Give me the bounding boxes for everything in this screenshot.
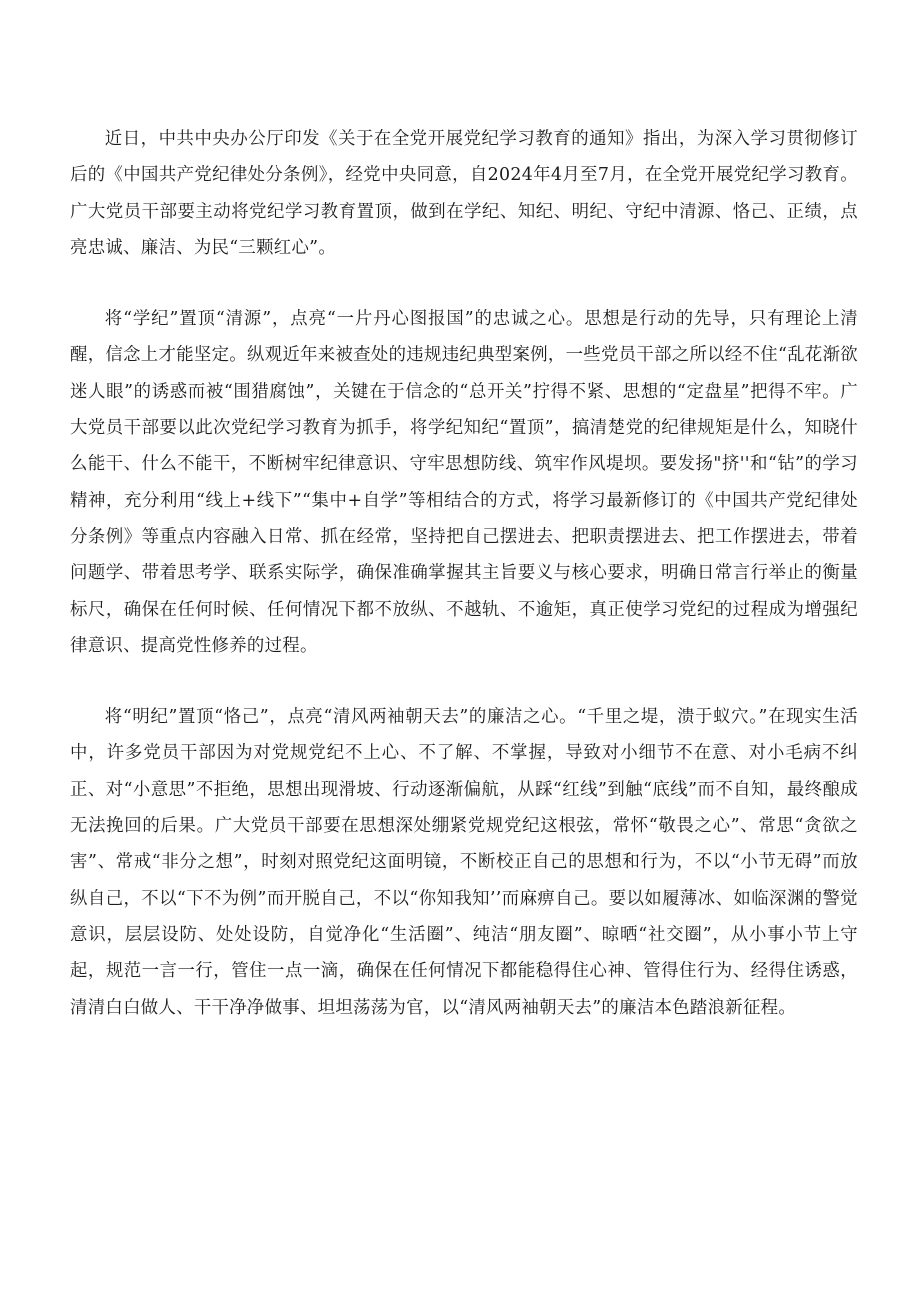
paragraph-learn-discipline: 将“学纪”置顶“清源”，点亮“一片丹心图报国”的忠诚之心。思想是行动的先导，只有理论上清醒，信念上才能坚定。纵观近年来被查处的违规违纪典型案例，一些党员干部之所以经不住“乱花渐欲迷人眼”的诱惑而被“围猎腐蚀”，关键在于信念的“总开关”拧得不紧、思想的“定盘星”把得不牢。广大党员干部要以此次党纪学习教育为抓手，将学纪知纪“置顶”，搞清楚党的纪律规矩是什么，知晓什么能干、什么不能干，不断树牢纪律意识、守牢思想防线、筑牢作风堤坝。要发扬"挤''和“钻”的学习精神，充分利用“线上+线下”“集中+自学”等相结合的方式，将学习最新修订的《中国共产党纪律处分条例》等重点内容融入日常、抓在经常，坚持把自己摆进去、把职责摆进去、把工作摆进去，带着问题学、带着思考学、联系实际学，确保准确掌握其主旨要义与核心要求，明确日常言行举止的衡量标尺，确保在任何时候、任何情况下都不放纵、不越轨、不逾矩，真正使学习党纪的过程成为增强纪律意识、提高党性修养的过程。 — [70, 309, 858, 656]
paragraph-understand-discipline: 将“明纪”置顶“恪己”，点亮“清风两袖朝天去”的廉洁之心。“千里之堤，溃于蚁穴。”在现实生活中，许多党员干部因为对党规党纪不上心、不了解、不掌握，导致对小细节不在意、对小毛病不纠正、对“小意思”不拒绝，思想出现滑坡、行动逐渐偏航，从踩“红线”到触“底线”而不自知，最终酿成无法挽回的后果。广大党员干部要在思想深处绷紧党规党纪这根弦，常怀“敬畏之心”、常思“贪欲之害”、常戒“非分之想”，时刻对照党纪这面明镜，不断校正自己的思想和行为，不以“小节无碍”而放纵自己，不以“下不为例”而开脱自己，不以“你知我知’’而麻痹自己。要以如履薄冰、如临深渊的警觉意识，层层设防、处处设防，自觉净化“生活圈”、纯洁“朋友圈”、晾晒“社交圈”，从小事小节上守起，规范一言一行，管住一点一滴，确保在任何情况下都能稳得住心神、管得住行为、经得住诱惑，清清白白做人、干干净净做事、坦坦荡荡为官，以“清风两袖朝天去”的廉洁本色踏浪新征程。 — [70, 707, 858, 1018]
paragraph-intro: 近日，中共中央办公厅印发《关于在全党开展党纪学习教育的通知》指出，为深入学习贯彻修订后的《中国共产党纪律处分条例》，经党中央同意，自2024年4月至7月，在全党开展党纪学习教育。广大党员干部要主动将党纪学习教育置顶，做到在学纪、知纪、明纪、守纪中清源、恪己、正绩，点亮忠诚、廉洁、为民“三颗红心”。 — [70, 129, 858, 258]
